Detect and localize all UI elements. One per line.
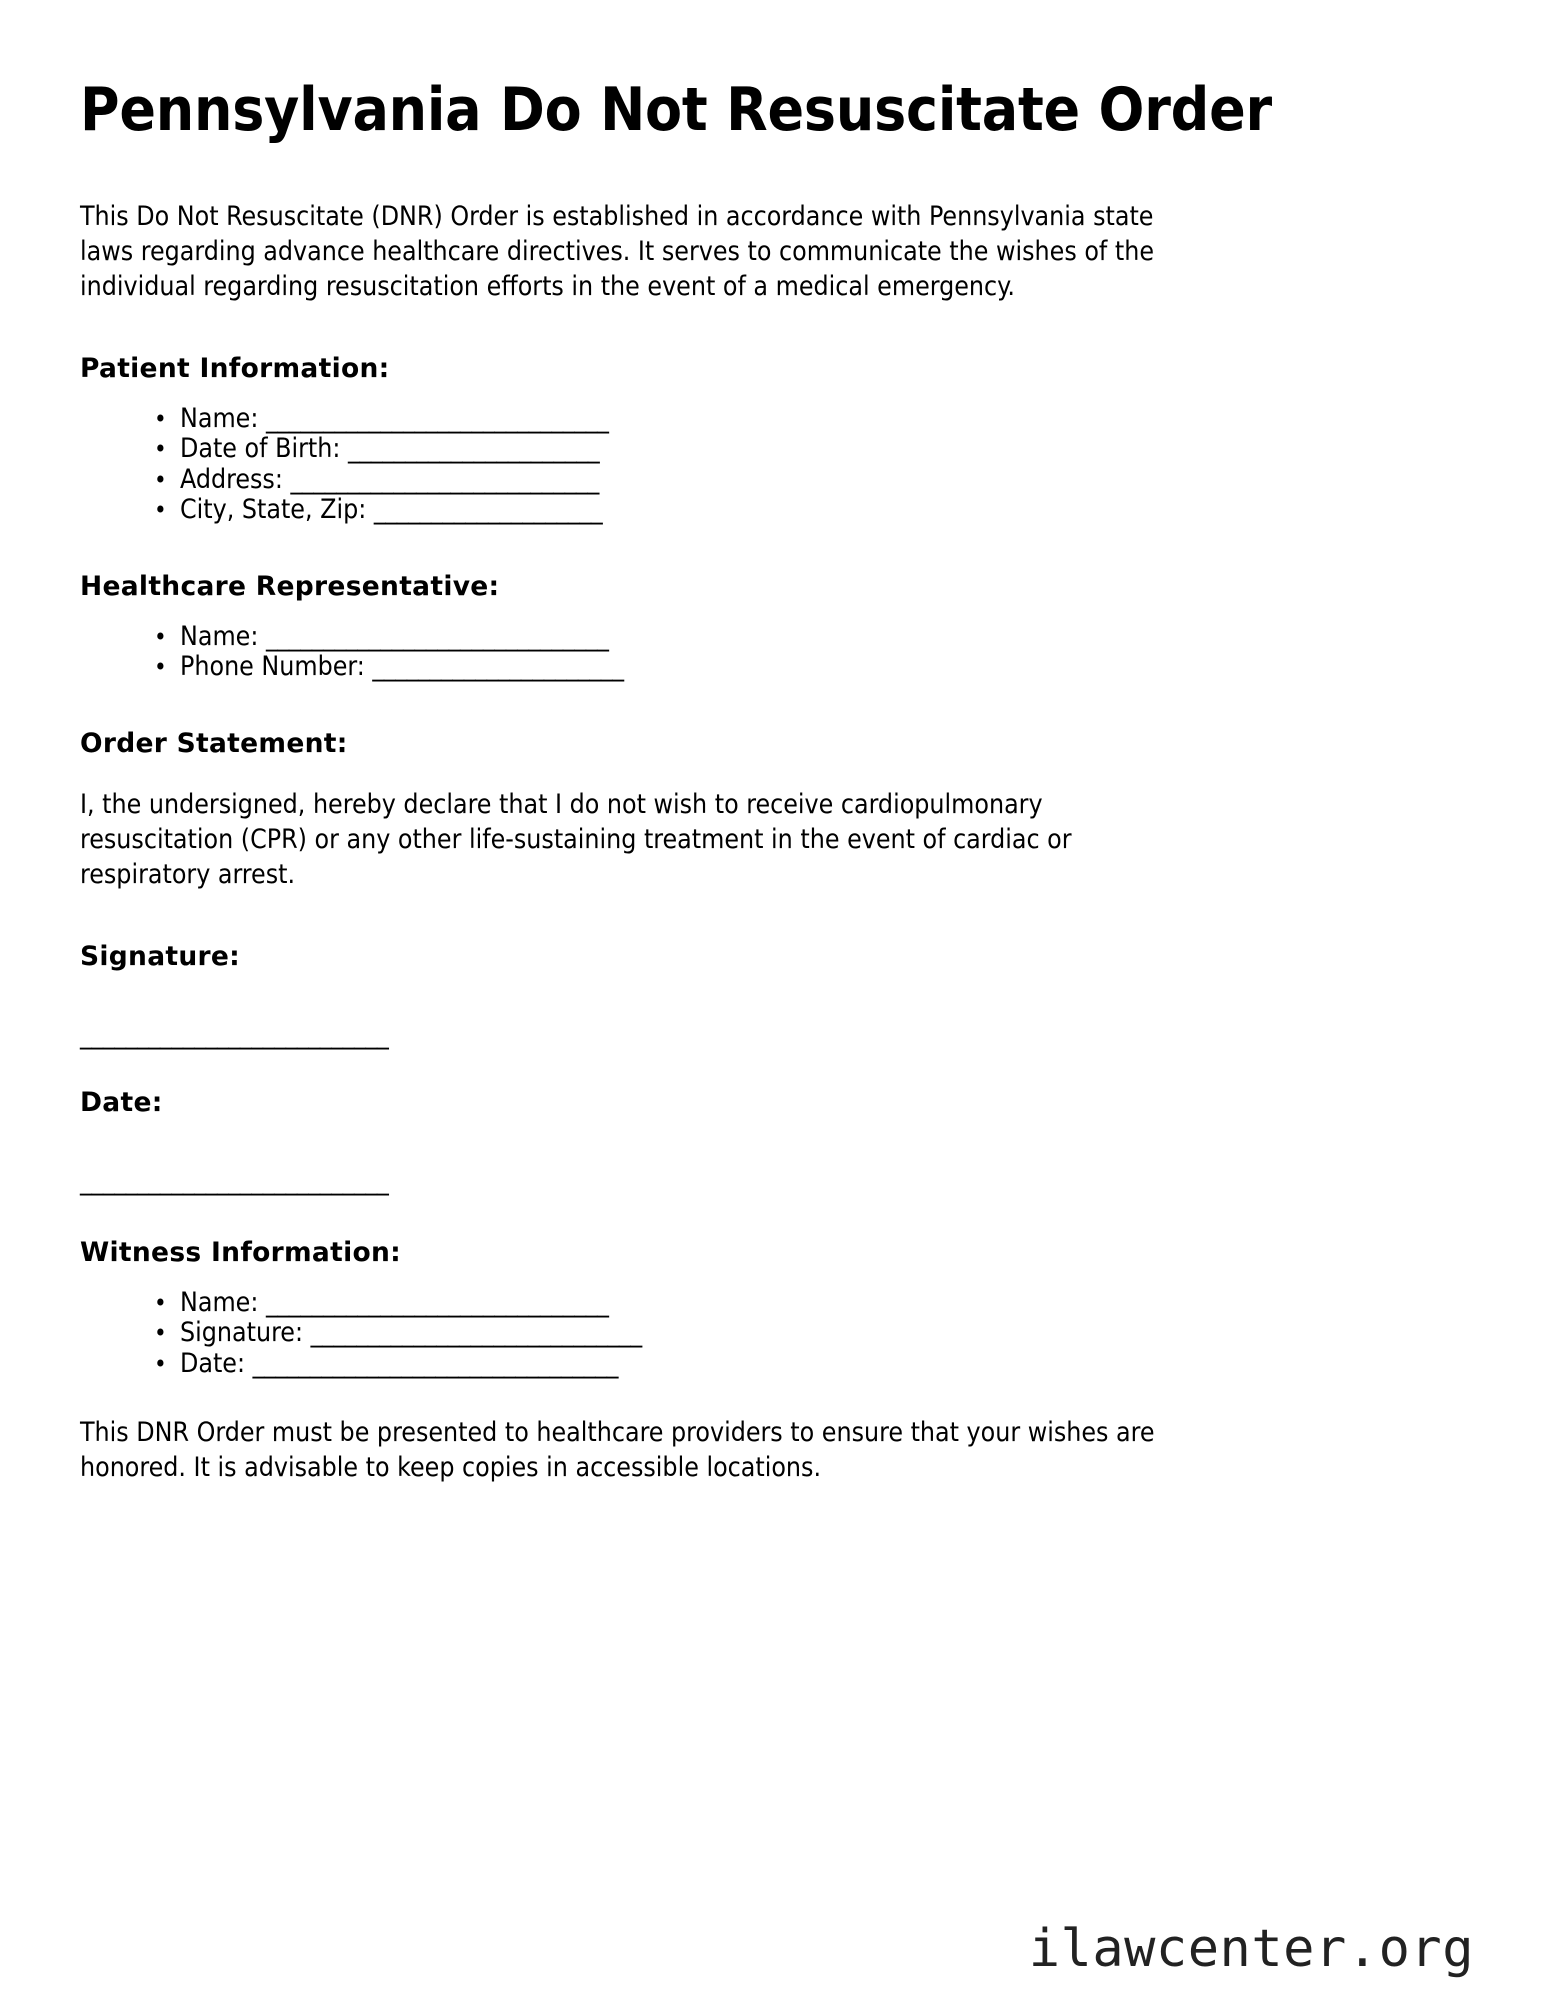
field-blank[interactable]: ______________________: [372, 651, 624, 683]
list-item: [180, 1349, 1474, 1380]
list-item: [180, 622, 1474, 653]
page-title: Pennsylvania Do Not Resuscitate Order: [80, 75, 1272, 145]
patient-information-field-list: [80, 404, 1474, 526]
list-item: [180, 404, 1474, 435]
section-heading-healthcare-representative: Healthcare Representative:: [80, 570, 500, 602]
field-label: City, State, Zip:: [180, 494, 367, 526]
section-heading-patient-information: Patient Information:: [80, 352, 390, 384]
footer-watermark: ilawcenter.org: [1028, 1919, 1474, 1979]
field-blank[interactable]: ______________________________: [265, 620, 609, 652]
list-item: [180, 465, 1474, 496]
list-item: [180, 495, 1474, 526]
field-label: Date:: [180, 1347, 246, 1379]
field-blank[interactable]: ______________________: [347, 433, 600, 465]
field-label: Phone Number:: [180, 651, 365, 683]
field-blank[interactable]: ____________________: [373, 494, 603, 526]
signature-line[interactable]: ___________________________: [80, 1018, 389, 1050]
list-item: [180, 1318, 1474, 1349]
field-blank[interactable]: _____________________________: [310, 1317, 642, 1349]
section-heading-date: Date:: [80, 1086, 163, 1118]
date-line[interactable]: ___________________________: [80, 1164, 389, 1196]
field-label: Name:: [180, 620, 259, 652]
field-blank[interactable]: ___________________________: [290, 463, 599, 495]
closing-paragraph: This DNR Order must be presented to healthcare providers to ensure that your wishes are honored. It is advisable to keep copies in accessible locations.: [80, 1417, 1155, 1484]
field-blank[interactable]: ________________________________: [252, 1347, 618, 1379]
list-item: [180, 1288, 1474, 1319]
field-blank[interactable]: ______________________________: [265, 402, 609, 434]
field-label: Name:: [180, 1286, 259, 1318]
list-item: [180, 434, 1474, 465]
witness-information-field-list: [80, 1288, 1474, 1380]
field-label: Name:: [180, 402, 259, 434]
field-label: Address:: [180, 463, 283, 495]
field-label: Date of Birth:: [180, 433, 341, 465]
healthcare-representative-field-list: [80, 622, 1474, 683]
field-label: Signature:: [180, 1317, 304, 1349]
list-item: [180, 652, 1474, 683]
order-statement-body: I, the undersigned, hereby declare that I do not wish to receive cardiopulmonary resuscitation (CPR) or any other life-sustaining treatment in the event of cardiac or respiratory arrest.: [80, 788, 1072, 890]
section-heading-witness-information: Witness Information:: [80, 1236, 402, 1268]
field-blank[interactable]: ______________________________: [265, 1286, 609, 1318]
intro-paragraph: This Do Not Resuscitate (DNR) Order is established in accordance with Pennsylvania state laws regarding advance healthcare directives. It serves to communicate the wishes of the individual regarding resuscitation efforts in the event of a medical emergency.: [80, 200, 1154, 302]
section-heading-signature: Signature:: [80, 940, 241, 972]
section-heading-order-statement: Order Statement:: [80, 727, 348, 759]
